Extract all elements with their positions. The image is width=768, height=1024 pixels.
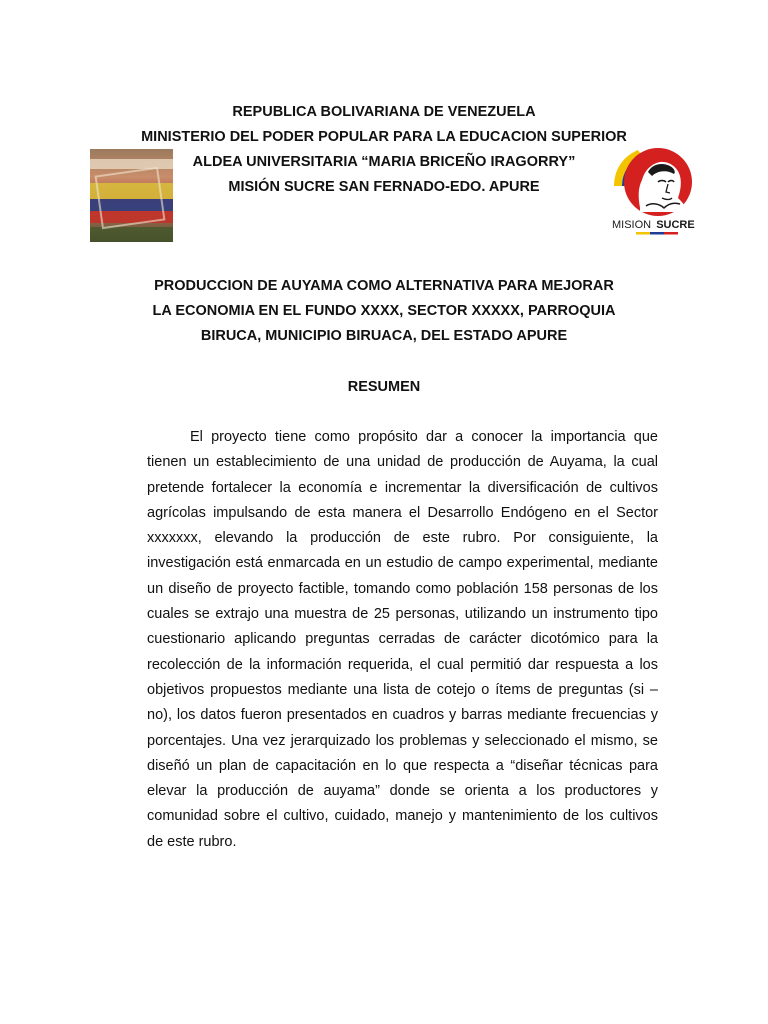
mision-sucre-logo <box>608 142 696 238</box>
mision-label: MISION <box>612 219 652 231</box>
header-country: REPUBLICA BOLIVARIANA DE VENEZUELA <box>232 104 536 120</box>
header-ministry: MINISTERIO DEL PODER POPULAR PARA LA EDUCACION SUPERIOR <box>141 129 627 145</box>
abstract-paragraph: El proyecto tiene como propósito dar a conocer la importancia que tienen un establecimiento de una unidad de producción de Auyama, la cual pretende fortalecer la economía e incrementar la diversificación de cultivos agrícolas impulsando de esta manera el Desarrollo Endógeno en el Sector xxxxxxx, elevando la producción de este rubro. Por consiguiente, la investigación está enmarcada en un estudio de campo experimental, mediante un diseño de proyecto factible, tomando como población 158 personas de los cuales se extrajo una muestra de 25 personas, utilizando un instrumento tipo cuestionario aplicando preguntas cerradas de carácter dicotómico para la recolección de la información requerida, el cual permitió dar respuesta a los objetivos propuestos mediante una lista de cotejo o ítems de preguntas (si – no), los datos fueron presentados en cuadros y barras mediante frecuencias y porcentajes. Una vez jerarquizado los problemas y seleccionado el mismo, se diseñó un plan de capacitación en lo que respecta a “diseñar técnicas para elevar la producción de auyama” donde se orienta a los productores y comunidad sobre el cultivo, cuidado, manejo y mantenimiento de los cultivos de este rubro. <box>147 429 658 850</box>
mision-sucre-emblem-icon <box>608 142 696 238</box>
title-line-1: PRODUCCION DE AUYAMA COMO ALTERNATIVA PARA MEJORAR <box>154 278 614 294</box>
header-aldea: ALDEA UNIVERSITARIA “MARIA BRICEÑO IRAGORRY” <box>192 154 576 170</box>
title-line-3: BIRUCA, MUNICIPIO BIRUACA, DEL ESTADO APURE <box>200 328 568 344</box>
svg-text:MISION SUCRE <box>612 219 695 231</box>
header-mision: MISIÓN SUCRE SAN FERNADO-EDO. APURE <box>228 179 540 195</box>
project-title <box>0 274 768 349</box>
sucre-label: SUCRE <box>656 219 695 231</box>
aldea-photo-logo <box>90 149 173 242</box>
title-line-2: LA ECONOMIA EN EL FUNDO XXXX, SECTOR XXXXX, PARROQUIA <box>152 303 616 319</box>
section-heading: RESUMEN <box>347 379 421 395</box>
